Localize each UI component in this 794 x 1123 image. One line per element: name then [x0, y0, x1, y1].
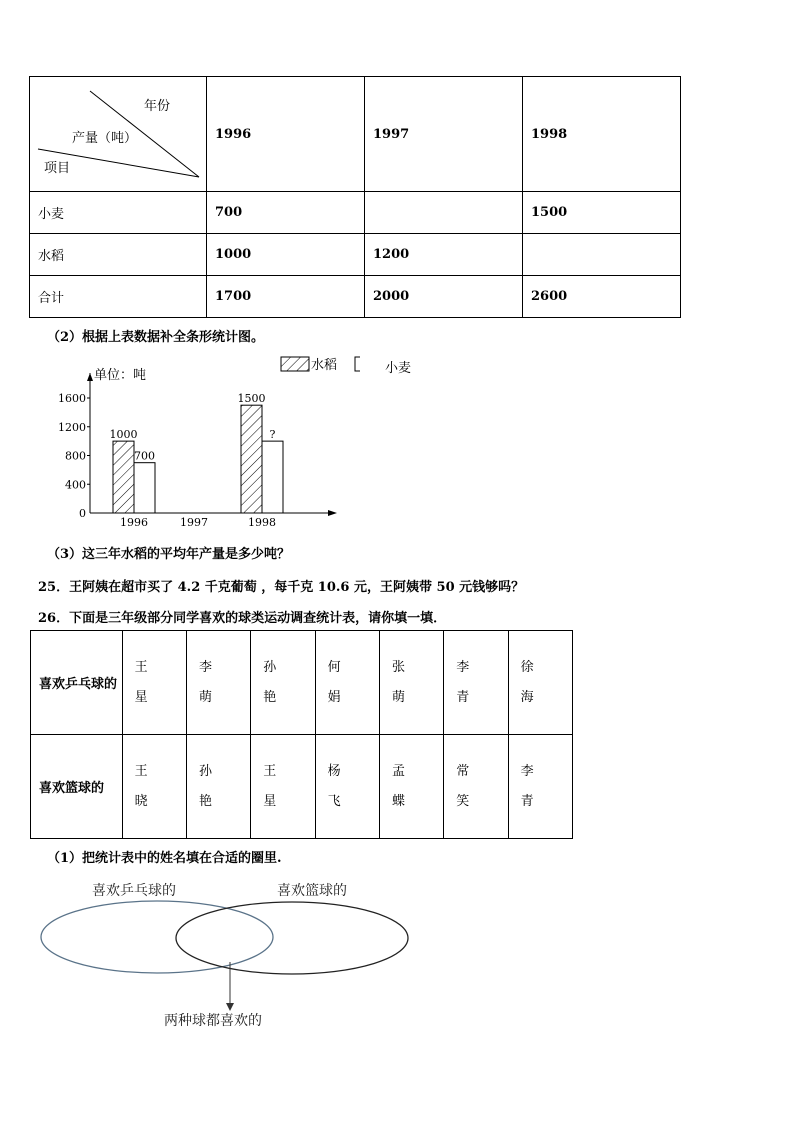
venn-diagram — [40, 876, 420, 1036]
table-cell — [365, 192, 523, 234]
name-cell: 王 星 — [122, 631, 186, 735]
y-axis-arrow-icon — [87, 373, 93, 381]
row-label: 喜欢乒乓球的 — [31, 631, 123, 735]
x-axis-arrow-icon — [328, 510, 337, 516]
bar-data-label: 1500 — [237, 392, 266, 406]
y-tick-label: 1600 — [58, 392, 86, 405]
year-header: 1998 — [523, 77, 681, 192]
question-26-1-text: （1）把统计表中的姓名填在合适的圈里. — [47, 851, 282, 866]
production-table — [29, 76, 681, 318]
table-cell: 1200 — [365, 234, 523, 276]
bar-data-label: 1000 — [109, 428, 138, 442]
name-cell: 徐 海 — [508, 631, 572, 735]
bar-chart — [40, 350, 360, 535]
header-year-label: 年份 — [144, 99, 171, 114]
row-label: 小麦 — [30, 192, 207, 234]
table-row — [31, 735, 573, 839]
y-tick-label: 800 — [65, 449, 86, 463]
name-cell: 李 青 — [508, 735, 572, 839]
name-cell: 李 萌 — [186, 631, 250, 735]
table-cell: 1000 — [207, 234, 365, 276]
name-cell: 李 青 — [444, 631, 508, 735]
venn-both-label: 两种球都喜欢的 — [164, 1013, 262, 1029]
diagonal-header-cell — [30, 77, 207, 192]
y-tick-label: 400 — [65, 478, 86, 492]
legend-swatch-wheat — [355, 357, 360, 371]
table-cell: 700 — [207, 192, 365, 234]
table-cell: 1500 — [523, 192, 681, 234]
name-cell: 常 笑 — [444, 735, 508, 839]
venn-right-circle — [176, 902, 408, 974]
venn-right-label: 喜欢篮球的 — [277, 883, 347, 899]
header-item-label: 项目 — [44, 161, 71, 176]
table-row — [30, 276, 681, 318]
name-cell: 杨 飞 — [315, 735, 379, 839]
legend-label: 小麦 — [385, 361, 412, 376]
table-row — [30, 192, 681, 234]
bar-rice — [113, 441, 134, 513]
venn-left-label: 喜欢乒乓球的 — [92, 883, 176, 899]
table-cell: 2600 — [523, 276, 681, 318]
x-tick-label: 1996 — [120, 516, 148, 529]
row-label: 水稻 — [30, 234, 207, 276]
name-cell: 王 星 — [251, 735, 315, 839]
legend-swatch-rice — [281, 357, 309, 371]
name-cell: 孟 蝶 — [379, 735, 443, 839]
y-tick-label: 1200 — [58, 420, 86, 434]
arrow-down-icon — [226, 1003, 234, 1011]
venn-left-circle — [41, 901, 273, 973]
name-cell: 王 晓 — [122, 735, 186, 839]
table-cell — [523, 234, 681, 276]
year-header: 1997 — [365, 77, 523, 192]
row-label: 喜欢篮球的 — [31, 735, 123, 839]
bar-wheat — [134, 463, 155, 513]
question-3-text: （3）这三年水稻的平均年产量是多少吨？ — [47, 547, 291, 562]
row-label: 合计 — [30, 276, 207, 318]
legend-label: 水稻 — [311, 358, 338, 373]
name-cell: 孙 艳 — [186, 735, 250, 839]
question-25-text: 25．王阿姨在超市买了 4.2 千克葡萄 ，每千克 10.6 元，王阿姨带 50 元钱够吗？ — [38, 580, 525, 595]
bar-data-label: ? — [269, 428, 276, 442]
bar-data-label: 700 — [134, 449, 155, 463]
year-header: 1996 — [207, 77, 365, 192]
name-cell: 张 萌 — [379, 631, 443, 735]
table-row — [31, 631, 573, 735]
x-tick-label: 1997 — [180, 516, 208, 529]
table-cell: 1700 — [207, 276, 365, 318]
question-2-text: （2）根据上表数据补全条形统计图。 — [47, 330, 265, 345]
name-cell: 何 娟 — [315, 631, 379, 735]
y-tick-label: 0 — [79, 507, 86, 520]
name-cell: 孙 艳 — [251, 631, 315, 735]
ball-survey-table — [30, 630, 573, 839]
bar-wheat — [262, 441, 283, 513]
x-tick-label: 1998 — [248, 516, 276, 529]
question-26-text: 26．下面是三年级部分同学喜欢的球类运动调查统计表，请你填一填． — [38, 611, 447, 626]
unit-label: 单位：吨 — [94, 368, 147, 383]
bar-rice — [241, 405, 262, 513]
table-cell: 2000 — [365, 276, 523, 318]
table-row — [30, 234, 681, 276]
header-output-label: 产量（吨） — [72, 131, 138, 146]
